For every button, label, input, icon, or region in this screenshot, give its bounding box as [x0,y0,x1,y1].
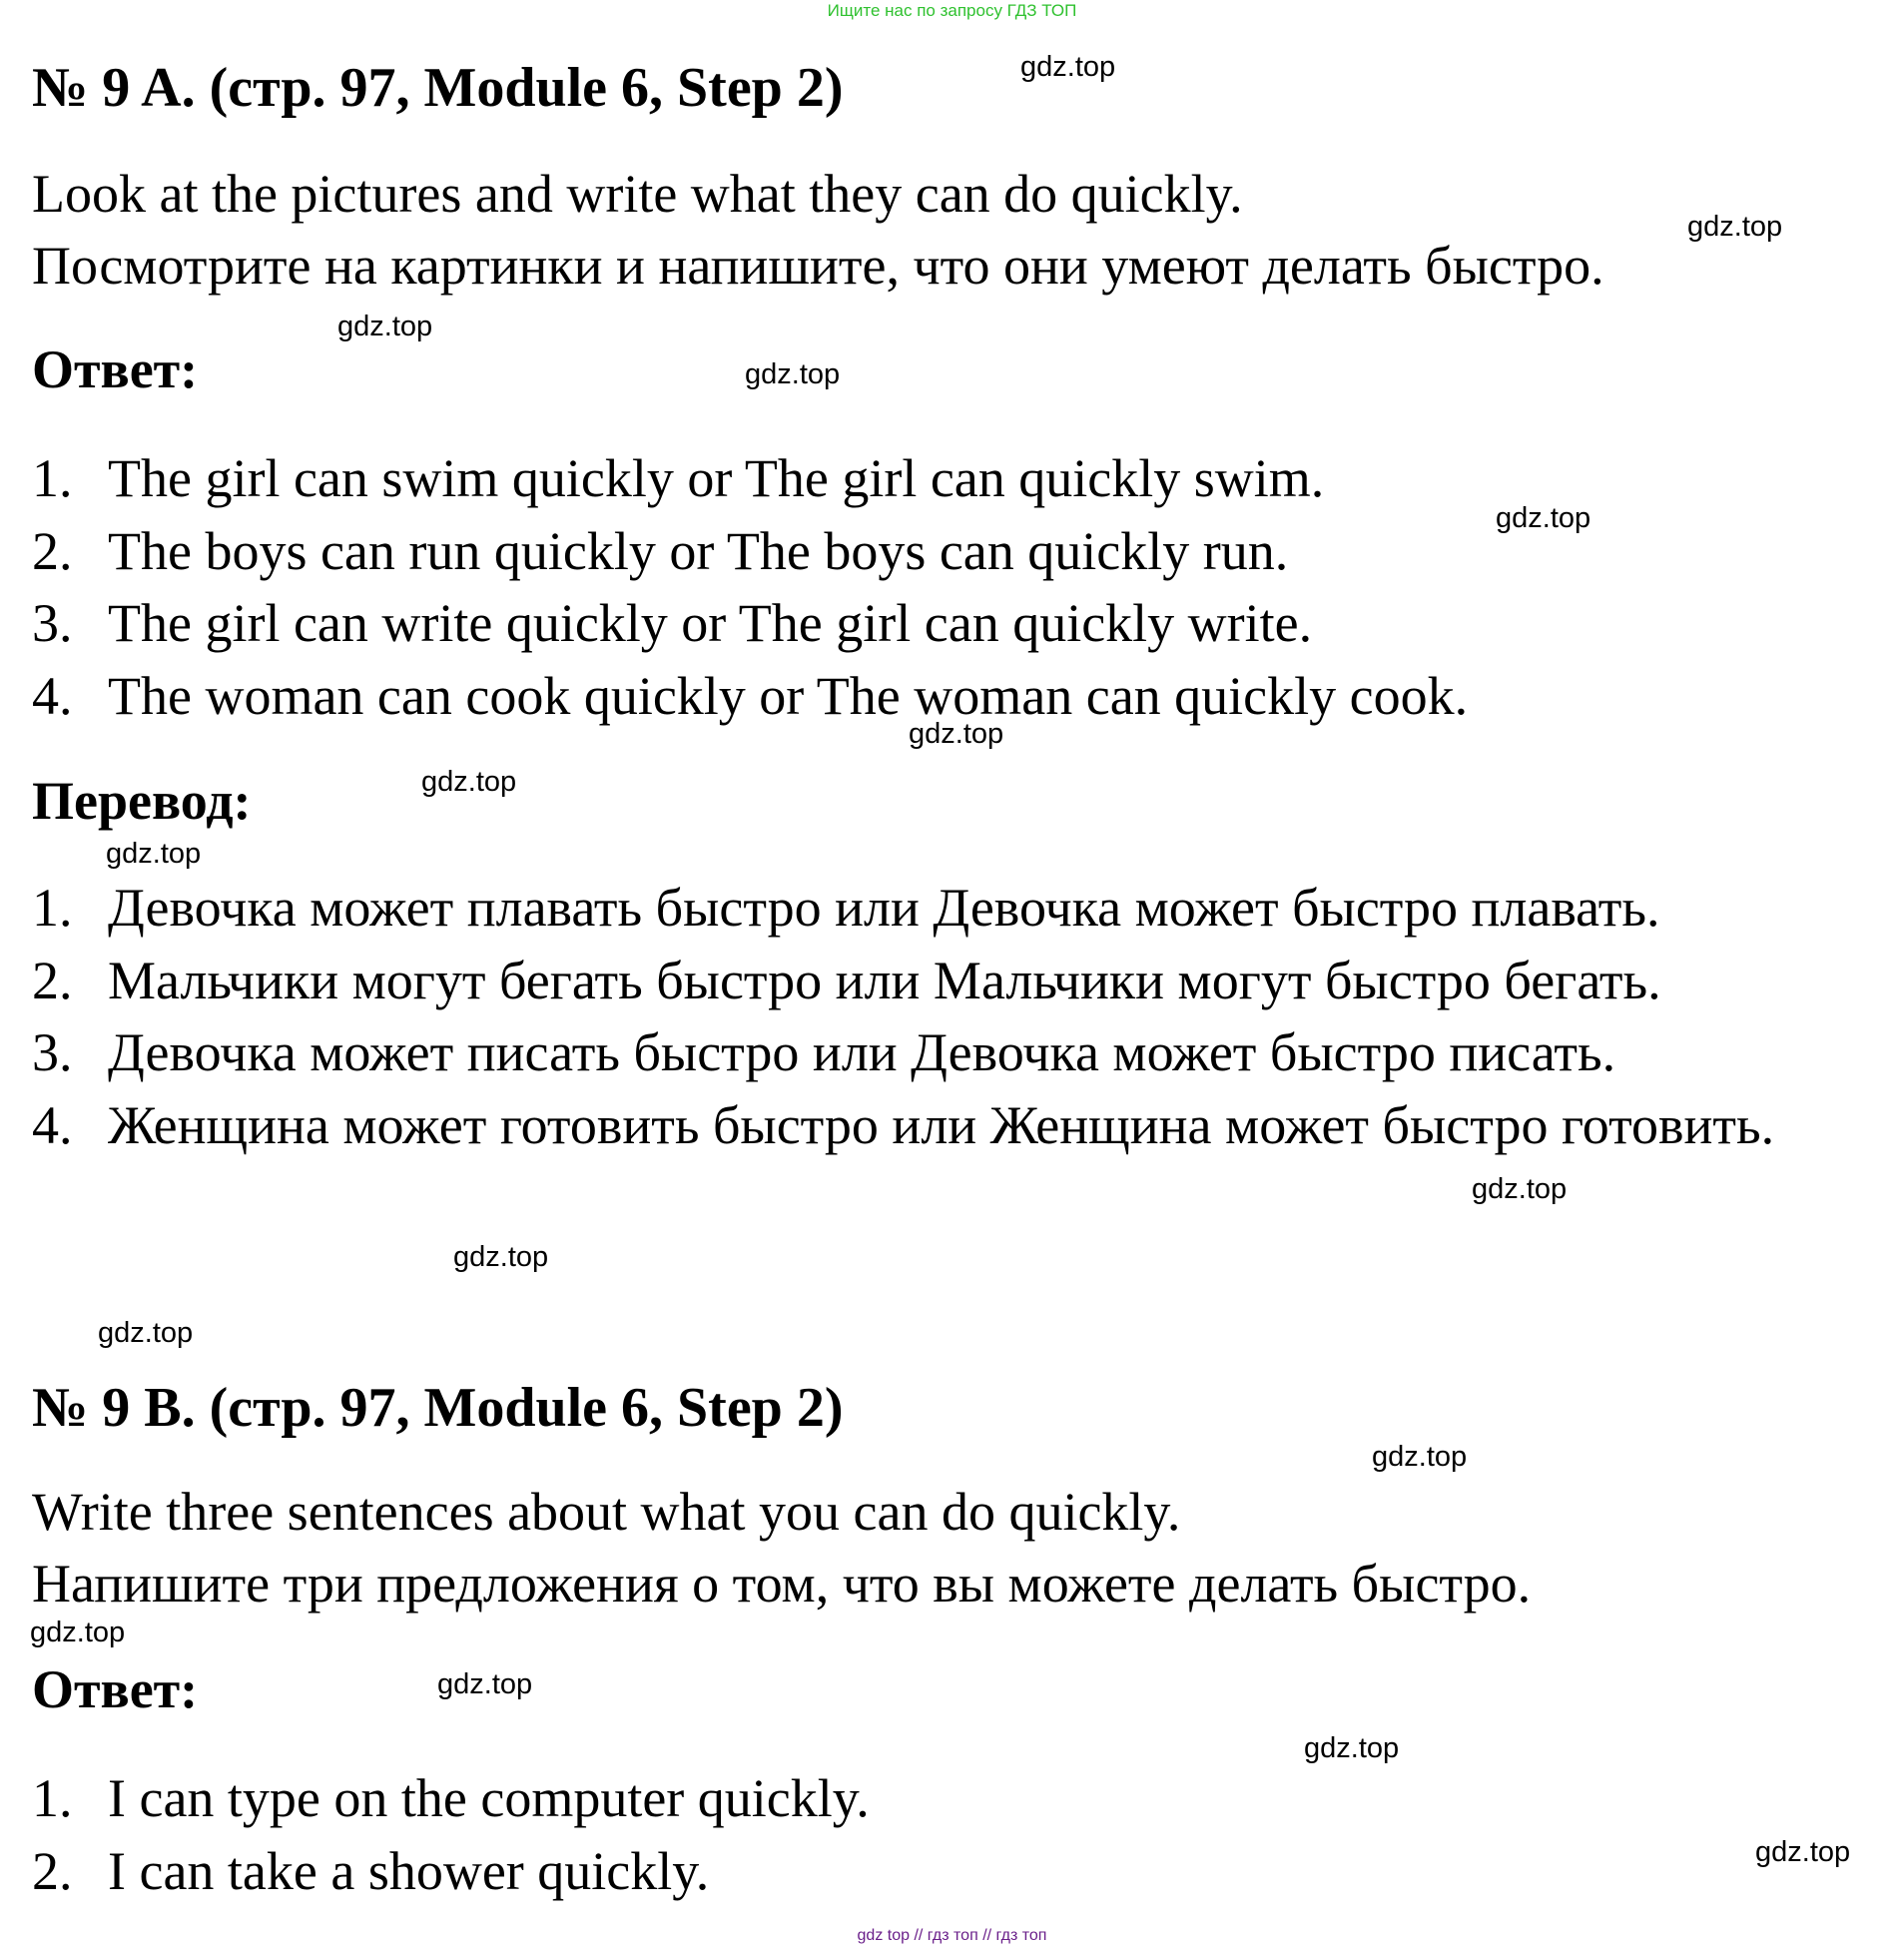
watermark: gdz.top [745,358,841,390]
list-item [32,1762,870,1835]
list-item-text: The boys can run quickly or The boys can quickly run. [108,520,1289,581]
watermark: gdz.top [106,838,202,870]
list-item-number: 1. [32,1768,73,1828]
watermark: gdz.top [1304,1732,1400,1764]
list-item-text: Девочка может плавать быстро или Девочка может быстро плавать. [108,878,1660,938]
list-item [32,442,1468,515]
watermark: gdz.top [1755,1836,1851,1868]
watermark: gdz.top [30,1617,126,1648]
watermark: gdz.top [421,766,517,798]
watermark: gdz.top [98,1317,194,1349]
list-item-text: Девочка может писать быстро или Девочка может быстро писать. [108,1022,1616,1082]
task-b-instruction-ru: Напишите три предложения о том, что вы можете делать быстро. [32,1554,1532,1614]
top-banner: Ищите нас по запросу ГДЗ ТОП [827,1,1077,20]
list-item [32,660,1468,733]
list-item-text: Женщина может готовить быстро или Женщина может быстро готовить. [108,1094,1775,1155]
list-item-text: I can take a shower quickly. [108,1840,710,1901]
list-item-number: 3. [32,1022,73,1082]
list-item-number: 1. [32,448,73,508]
watermark: gdz.top [453,1241,549,1273]
list-item-number: 4. [32,1094,73,1155]
list-item-number: 1. [32,878,73,938]
list-item-number: 2. [32,1840,73,1901]
watermark: gdz.top [1687,211,1783,243]
watermark: gdz.top [1020,51,1116,83]
watermark: gdz.top [337,311,433,342]
task-a-translation-list [32,872,1825,1161]
list-item-text: I can type on the computer quickly. [108,1768,870,1828]
task-a-heading: № 9 A. (стр. 97, Module 6, Step 2) [32,57,844,119]
watermark: gdz.top [437,1668,533,1700]
task-b-heading: № 9 B. (стр. 97, Module 6, Step 2) [32,1377,844,1439]
list-item-text: The woman can cook quickly or The woman can quickly cook. [108,665,1469,726]
list-item-number: 2. [32,950,73,1010]
task-a-instruction-en: Look at the pictures and write what they can do quickly. [32,164,1243,224]
list-item [32,872,1825,945]
watermark: gdz.top [909,718,1004,750]
task-a-answer-label: Ответ: [32,339,199,399]
task-b-instruction-en: Write three sentences about what you can do quickly. [32,1482,1181,1542]
watermark: gdz.top [1496,502,1591,534]
list-item [32,1016,1825,1089]
list-item-number: 2. [32,520,73,581]
watermark: gdz.top [1472,1173,1568,1205]
task-a-translation-label: Перевод: [32,771,252,831]
list-item [32,1089,1825,1162]
task-a-instruction-ru: Посмотрите на картинки и напишите, что они умеют делать быстро. [32,236,1604,296]
bottom-banner: gdz top // гдз топ // гдз топ [857,1927,1047,1944]
list-item-text: The girl can write quickly or The girl can quickly write. [108,593,1313,653]
list-item [32,587,1468,660]
list-item [32,1835,870,1908]
watermark: gdz.top [1372,1441,1468,1473]
list-item [32,945,1825,1017]
list-item-number: 3. [32,593,73,653]
task-a-answer-list [32,442,1468,732]
list-item-number: 4. [32,665,73,726]
list-item [32,515,1468,588]
list-item-text: Мальчики могут бегать быстро или Мальчики могут быстро бегать. [108,950,1661,1010]
task-b-answer-list [32,1762,870,1907]
list-item-text: The girl can swim quickly or The girl can quickly swim. [108,448,1325,508]
task-b-answer-label: Ответ: [32,1659,199,1719]
